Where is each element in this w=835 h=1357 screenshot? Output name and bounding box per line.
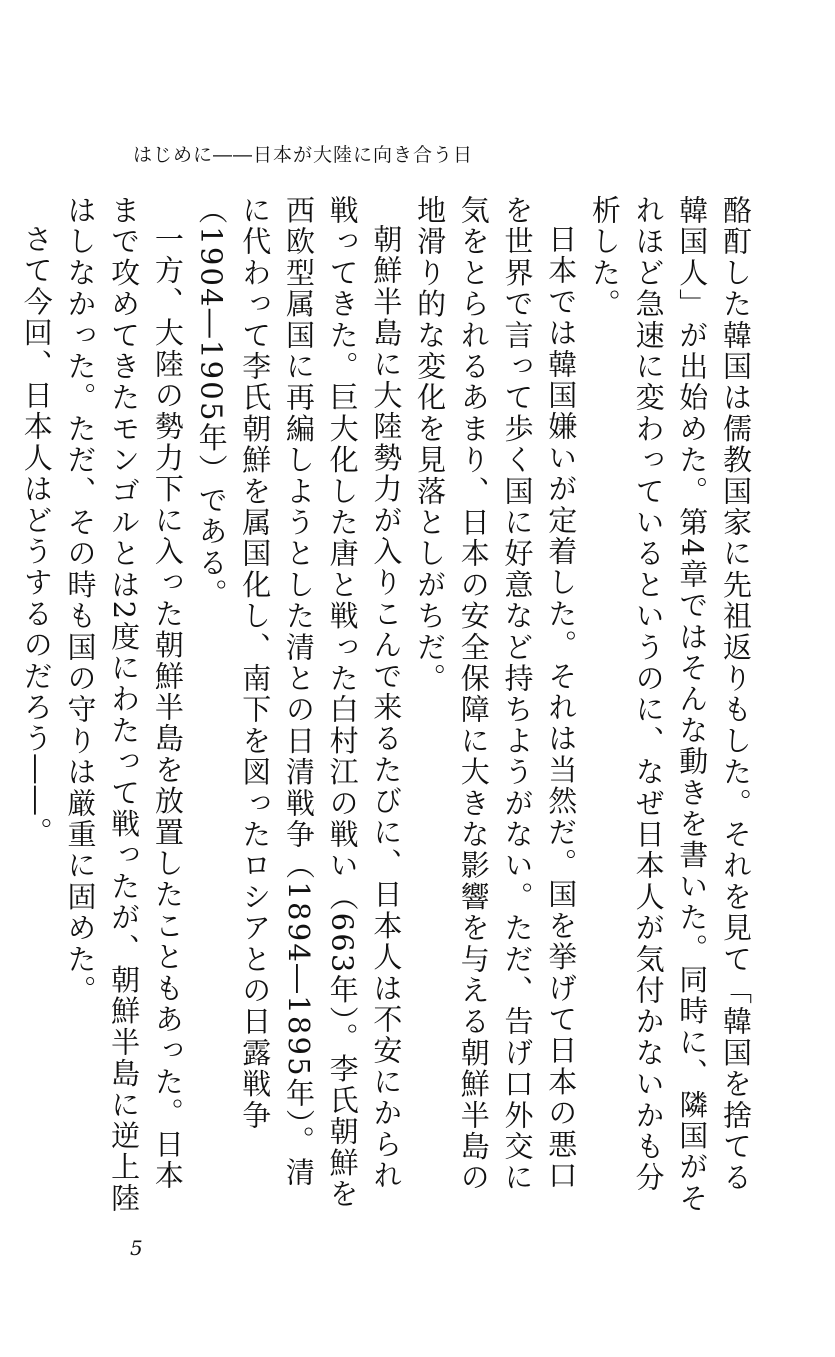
running-head: はじめに――日本が大陸に向き合う日 [133,144,474,166]
paragraph: 一方、大陸の勢力下に入った朝鮮半島を放置したこともあった。日本まで攻めてきたモンゴルとは2度にわたって戦ったが、朝鮮半島に逆上陸はしなかった。ただ、その時も国の守りは厳重に固めた。 [63,195,185,1215]
paragraph: 日本では韓国嫌いが定着した。それは当然だ。国を挙げて日本の悪口を世界で言って歩く国に好意など持ちようがない。ただ、告げ口外交に気をとられるあまり、日本の安全保障に大きな影響を与える朝鮮半島の地滑り的な変化を見落としがちだ。 [413,195,579,1194]
body-text [19,195,757,1215]
page-number: 5 [130,1236,143,1260]
paragraph: 朝鮮半島に大陸勢力が入りこんで来るたびに、日本人は不安にかられ戦ってきた。巨大化した唐と戦った白村江の戦い（663年）。李氏朝鮮を西欧型属国に再編しようとした清との日清戦争（1894―1895年）。清に代わって李氏朝鮮を属国化し、南下を図ったロシアとの日露戦争（1904―1905年）である。 [194,195,404,1210]
paragraph: 酪酊した韓国は儒教国家に先祖返りもした。それを見て「韓国を捨てる韓国人」が出始めた。第4章ではそんな動きを書いた。同時に、隣国がそれほど急速に変わっているというのに、なぜ日本人が気付かないかも分析した。 [587,195,753,1215]
paragraph: さて今回、日本人はどうするのだろう――。 [19,224,54,848]
